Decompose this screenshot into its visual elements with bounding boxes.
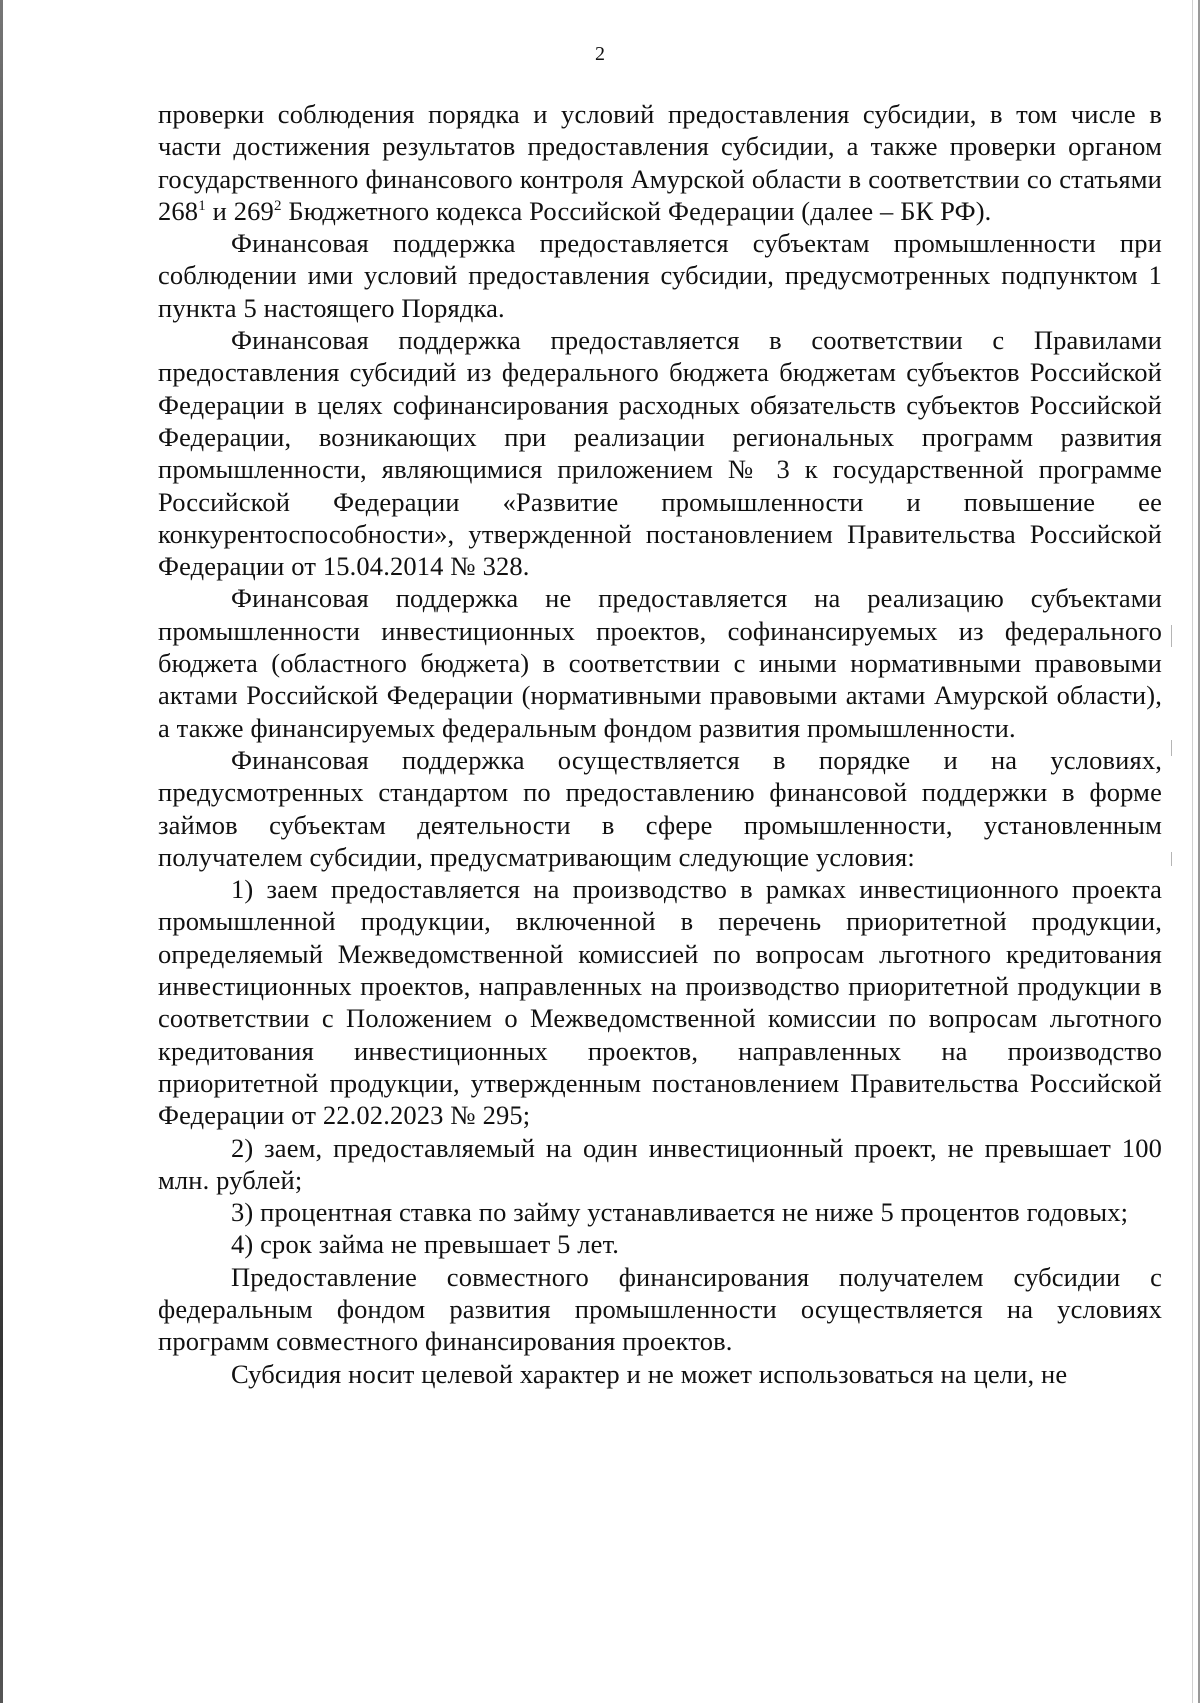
page-number: 2 xyxy=(595,43,605,65)
paragraph xyxy=(158,1196,1162,1228)
paragraph xyxy=(158,1358,1162,1390)
superscript: 1 xyxy=(198,197,206,214)
paragraph xyxy=(158,744,1162,873)
scan-left-border xyxy=(0,0,3,1703)
paragraph-text: Финансовая поддержка предоставляется субъектам промышленности при соблюдении ими условий предоставления субсидии, предусмотренных подпунктом 1 пункта 5 настоящего Порядка. xyxy=(158,228,1162,323)
paragraph-text: проверки соблюдения порядка и условий предоставления субсидии, в том числе в части достижения результатов предоставления субсидии, а также проверки органом государственного финансового контроля Амурской области в соответствии со статьями 268 xyxy=(158,99,1162,226)
paragraph-text: 2) заем, предоставляемый на один инвестиционный проект, не превышает 100 млн. рублей; xyxy=(158,1132,1162,1195)
paragraph xyxy=(158,1228,1162,1260)
paragraph xyxy=(158,227,1162,324)
scan-mark xyxy=(1171,852,1172,866)
document-body xyxy=(158,98,1162,1390)
paragraph xyxy=(158,873,1162,1131)
scan-right-inner-line xyxy=(1192,0,1193,1703)
paragraph-text: Бюджетного кодекса Российской Федерации (далее – БК РФ). xyxy=(281,195,992,226)
superscript: 2 xyxy=(273,197,282,214)
paragraph-text: Финансовая поддержка осуществляется в порядке и на условиях, предусмотренных стандартом по предоставлению финансовой поддержки в форме займов субъектам деятельности в сфере промышленности, установленным получателем субсидии, предусматривающим следующие условия: xyxy=(158,744,1162,872)
paragraph-text: Предоставление совместного финансирования получателем субсидии с федеральным фондом развития промышленности осуществляется на условиях программ совместного финансирования проектов. xyxy=(158,1261,1162,1357)
paragraph-text: 1) заем предоставляется на производство в рамках инвестиционного проекта промышленной продукции, включенной в перечень приоритетной продукции, определяемый Межведомственной комиссией по вопросам льготного кредитования инвестиционных проектов, направленных на производство приоритетной продукции в соответствии с Положением о Межведомственной комиссии по вопросам льготного кредитования инвестиционных проектов, направленных на производство приоритетной продукции, утвержденным постановлением Правительства Российской Федерации от 22.02.2023 № 295; xyxy=(158,874,1162,1131)
paragraph xyxy=(158,1261,1162,1358)
paragraph-text: Финансовая поддержка не предоставляется на реализацию субъектами промышленности инвестиционных проектов, софинансируемых из федерального бюджета (областного бюджета) в соответствии с иными нормативными правовыми актами Российской Федерации (нормативными правовыми актами Амурской области), а также финансируемых федеральным фондом развития промышленности. xyxy=(158,583,1162,743)
paragraph xyxy=(158,98,1162,227)
paragraph xyxy=(158,1132,1162,1197)
scan-mark xyxy=(1171,740,1172,756)
paragraph-text: 3) процентная ставка по займу устанавливается не ниже 5 процентов годовых; xyxy=(231,1197,1129,1228)
scan-mark xyxy=(1171,625,1172,647)
paragraph-text: 4) срок займа не превышает 5 лет. xyxy=(231,1229,620,1260)
paragraph xyxy=(158,324,1162,582)
paragraph-text: и 269 xyxy=(205,195,274,226)
paragraph-text: Финансовая поддержка предоставляется в соответствии с Правилами предоставления субсидий из федерального бюджета бюджетам субъектов Российской Федерации в целях софинансирования расходных обязательств субъектов Российской Федерации, возникающих при реализации региональных программ развития промышленности, являющимися приложением № 3 к государственной программе Российской Федерации «Развитие промышленности и повышение ее конкурентоспособности», утвержденной постановлением Правительства Российской Федерации от 15.04.2014 № 328. xyxy=(158,325,1162,582)
paragraph-text: Субсидия носит целевой характер и не может использоваться на цели, не xyxy=(231,1358,1068,1389)
paragraph xyxy=(158,582,1162,743)
